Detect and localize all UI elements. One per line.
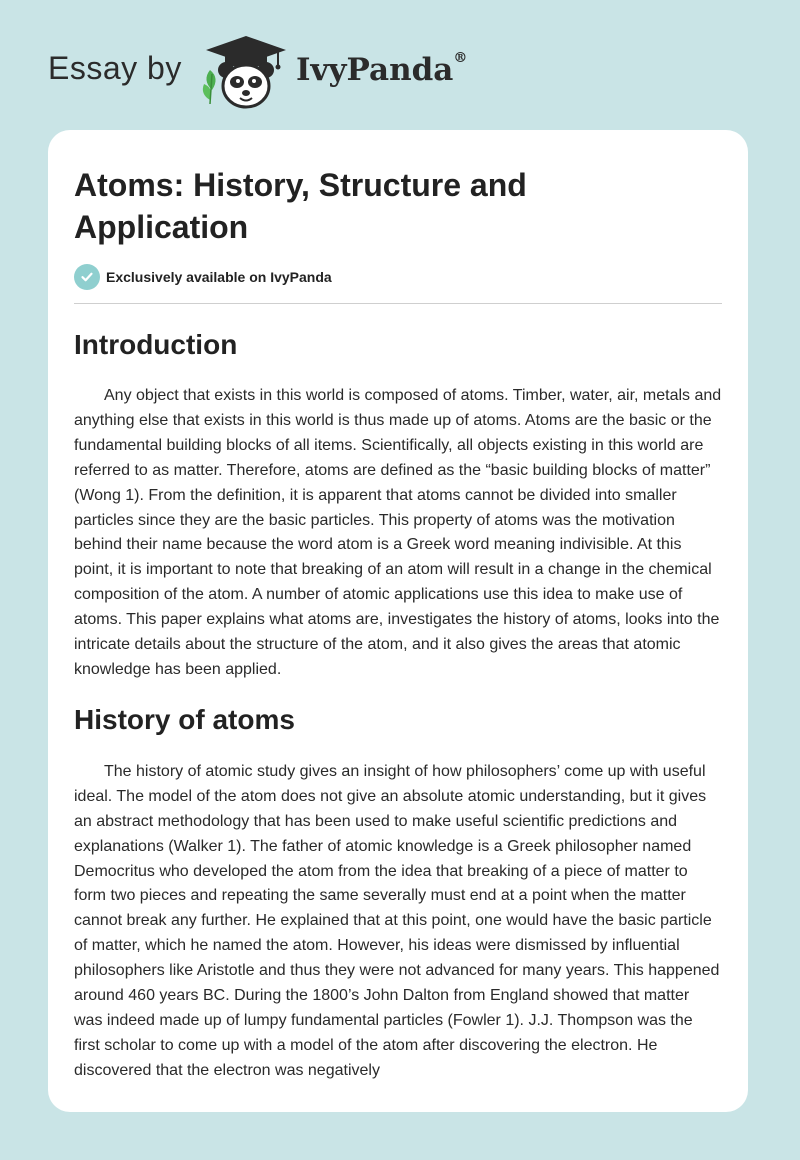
- essay-title: Atoms: History, Structure and Application: [74, 167, 527, 245]
- panda-graduate-icon: [198, 34, 294, 110]
- check-circle-icon: [74, 264, 100, 290]
- site-header: [0, 0, 800, 130]
- section-heading-introduction: Introduction: [74, 329, 238, 360]
- brand-name: [296, 52, 467, 88]
- essay-body: [74, 322, 722, 1084]
- title-divider: [74, 303, 722, 304]
- registered-mark: ®: [453, 50, 468, 66]
- section-heading-history: History of atoms: [74, 703, 295, 735]
- brand-text: IvyPanda: [296, 52, 454, 88]
- section-paragraph-history: The history of atomic study gives an insight of how philosophers’ come up with useful ideal. The model of the atom does not give an absolute atomic understanding, but it gives an abstract methodology that has been used to make useful scientific predictions and explanations (Walker 1). The father of atomic knowledge is a Greek philosopher named Democritus who developed the atom from the idea that breaking of a piece of matter to form two pieces and repeating the same severally must end at a point when the matter cannot break any further. He explained that at this point, one would have the basic particle of matter, which he named the atom. However, his ideas were dismissed by influential philosophers like Aristotle and thus they were not advanced for many years. This happened around 460 years BC. During the 1800’s John Dalton from England showed that matter was indeed made up of lumpy fundamental particles (Fowler 1). J.J. Thompson was the first scholar to come up with a model of the atom after discovering the electron. He discovered that the electron was negatively: [74, 762, 720, 1079]
- section-paragraph-introduction: Any object that exists in this world is composed of atoms. Timber, water, air, metals and anything else that exists in this world is thus made up of atoms. Atoms are the basic or the fundamental building blocks of all items. Scientifically, all objects existing in this world are referred to as matter. Therefore, atoms are defined as the “basic building blocks of matter” (Wong 1). From the definition, it is apparent that atoms cannot be divided into smaller particles since they are the basic particles. This property of atoms was the motivation behind their name because the word atom is a Greek word meaning indivisible. At this point, it is important to note that breaking of an atom will result in a change in the chemical composition of the atom. A number of atomic applications use this idea to make use of atoms. This paper explains what atoms are, investigates the history of atoms, looks into the intricate details about the structure of the atom, and it also gives the areas that atomic knowledge has been applied.: [74, 387, 722, 678]
- essay-by-label: Essay by: [48, 50, 182, 86]
- essay-card: [48, 130, 748, 1112]
- exclusive-badge-label: Exclusively available on IvyPanda: [106, 269, 332, 285]
- exclusive-badge: [74, 264, 332, 290]
